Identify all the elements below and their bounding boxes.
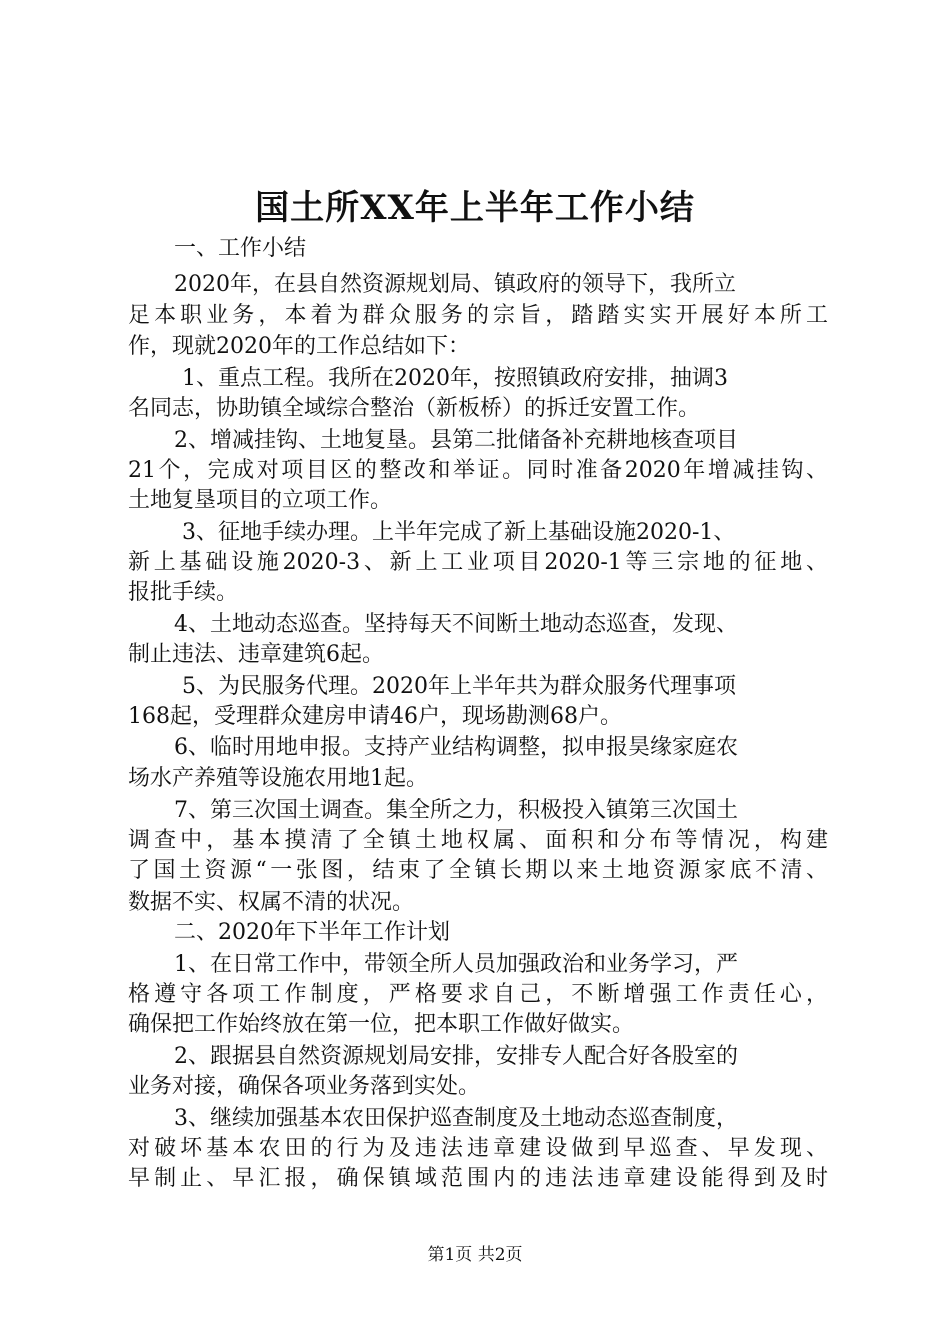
paragraph-line: 对破坏基本农田的行为及违法违章建设做到早巡查、早发现、: [128, 1136, 828, 1161]
paragraph-line: 3、继续加强基本农田保护巡查制度及土地动态巡查制度，: [174, 1106, 738, 1131]
page-number: 第1页 共2页: [427, 1245, 523, 1265]
paragraph-line: 调查中，基本摸清了全镇土地权属、面积和分布等情况，构建: [128, 828, 828, 853]
paragraph-line: 新上基础设施2020-3、新上工业项目2020-1等三宗地的征地、: [128, 550, 828, 575]
paragraph-line: 21个，完成对项目区的整改和举证。同时准备2020年增减挂钩、: [128, 458, 828, 483]
paragraph-line: 2、增减挂钩、土地复垦。县第二批储备补充耕地核查项目: [174, 428, 738, 453]
paragraph-line: 3、征地手续办理。上半年完成了新上基础设施2020-1、: [182, 520, 736, 545]
paragraph-line: 早制止、早汇报，确保镇域范围内的违法违章建设能得到及时: [128, 1166, 828, 1191]
paragraph-line: 场水产养殖等设施农用地1起。: [128, 766, 428, 791]
paragraph-line: 5、为民服务代理。2020年上半年共为群众服务代理事项: [182, 674, 736, 699]
paragraph-line: 报批手续。: [128, 580, 239, 605]
paragraph-line: 4、土地动态巡查。坚持每天不间断土地动态巡查，发现、: [174, 612, 738, 637]
paragraph-line: 数据不实、权属不清的状况。: [128, 890, 415, 915]
paragraph-line: 7、第三次国土调查。集全所之力，积极投入镇第三次国土: [174, 798, 738, 823]
document-title: 国土所XX年上半年工作小结: [255, 188, 695, 228]
paragraph-line: 1、在日常工作中，带领全所人员加强政治和业务学习，严: [174, 952, 738, 977]
paragraph-line: 名同志，协助镇全域综合整治（新板桥）的拆迁安置工作。: [128, 396, 701, 421]
paragraph-line: 了国土资源“一张图，结束了全镇长期以来土地资源家底不清、: [128, 858, 828, 883]
section-heading-1: 一、工作小结: [174, 236, 307, 261]
paragraph-line: 业务对接，确保各项业务落到实处。: [128, 1074, 481, 1099]
section-heading-2: 二、2020年下半年工作计划: [174, 920, 450, 945]
paragraph-line: 制止违法、违章建筑6起。: [128, 642, 384, 667]
paragraph-line: 2、跟据县自然资源规划局安排，安排专人配合好各股室的: [174, 1044, 738, 1069]
paragraph-line: 格遵守各项工作制度，严格要求自己，不断增强工作责任心，: [128, 982, 828, 1007]
paragraph-line: 确保把工作始终放在第一位，把本职工作做好做实。: [128, 1012, 635, 1037]
paragraph-line: 作，现就2020年的工作总结如下：: [128, 334, 470, 359]
paragraph-line: 2020年，在县自然资源规划局、镇政府的领导下，我所立: [174, 272, 736, 297]
paragraph-line: 土地复垦项目的立项工作。: [128, 488, 393, 513]
paragraph-line: 足本职业务，本着为群众服务的宗旨，踏踏实实开展好本所工: [128, 303, 828, 328]
paragraph-line: 168起，受理群众建房申请46户，现场勘测68户。: [128, 704, 622, 729]
paragraph-line: 6、临时用地申报。支持产业结构调整，拟申报昊缘家庭农: [174, 735, 738, 760]
paragraph-line: 1、重点工程。我所在2020年，按照镇政府安排，抽调3: [182, 366, 728, 391]
